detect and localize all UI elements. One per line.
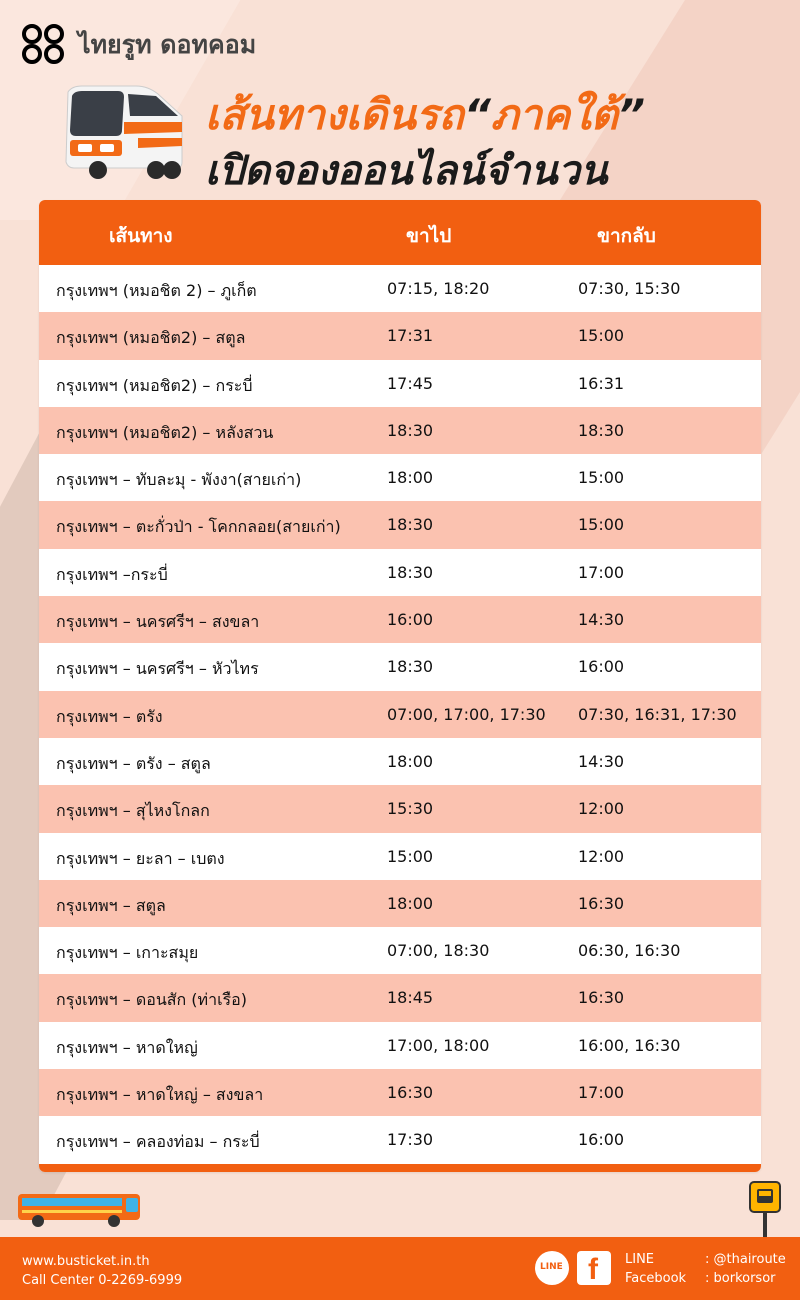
title-open-quote: “ (463, 90, 491, 139)
title-close-quote: ” (618, 90, 646, 139)
cell-outbound: 15:30 (387, 799, 434, 819)
brand-logo[interactable] (22, 24, 256, 66)
cell-route: กรุงเทพฯ (หมอชิต 2) – ภูเก็ต (56, 281, 257, 300)
table-row (39, 596, 761, 643)
table-body (39, 265, 761, 1164)
table-row (39, 643, 761, 690)
website-link[interactable]: www.busticket.in.th (22, 1254, 150, 1269)
cell-route: กรุงเทพฯ – เกาะสมุย (56, 943, 199, 963)
table-row (39, 454, 761, 501)
cell-route: กรุงเทพฯ (หมอชิต2) – กระบี่ (56, 375, 253, 395)
cell-return: 16:30 (578, 988, 625, 1008)
page-subtitle: เปิดจองออนไลน์จำนวน (205, 148, 608, 194)
schedule-table (39, 200, 761, 1172)
footer-contact (22, 1252, 182, 1290)
facebook-contact[interactable] (625, 1269, 786, 1288)
cell-return: 15:00 (578, 515, 625, 535)
cell-return: 06:30, 16:30 (578, 941, 681, 961)
cell-outbound: 18:45 (387, 988, 434, 1008)
header-route: เส้นทาง (109, 225, 173, 247)
table-row (39, 927, 761, 974)
cell-return: 16:00, 16:30 (578, 1035, 681, 1055)
cell-outbound: 17:30 (387, 1130, 434, 1150)
header-return: ขากลับ (597, 225, 656, 247)
cell-outbound: 18:00 (387, 468, 434, 488)
orange-bus-side-icon (16, 1190, 142, 1228)
cell-outbound: 16:30 (387, 1083, 434, 1103)
table-header (39, 200, 761, 265)
cell-outbound: 15:00 (387, 846, 434, 866)
cell-route: กรุงเทพฯ – สตูล (56, 895, 166, 915)
header-outbound: ขาไป (406, 225, 452, 247)
table-row (39, 1069, 761, 1116)
cell-outbound: 07:00, 18:30 (387, 941, 490, 961)
table-row (39, 833, 761, 880)
table-row (39, 785, 761, 832)
cell-outbound: 18:00 (387, 751, 434, 771)
cell-route: กรุงเทพฯ – นครศรีฯ – หัวไทร (56, 659, 259, 679)
call-center: Call Center 0-2269-6999 (22, 1273, 183, 1288)
table-row (39, 1022, 761, 1069)
cell-route: กรุงเทพฯ – ตรัง – สตูล (56, 753, 211, 773)
footer-bar (0, 1237, 800, 1300)
brand-name: ไทยรูท ดอทคอม (78, 30, 257, 59)
cell-route: กรุงเทพฯ (หมอชิต2) – สตูล (56, 328, 246, 348)
four-rings-logo-icon (22, 24, 68, 66)
line-label: LINE (625, 1252, 655, 1267)
cell-route: กรุงเทพฯ (หมอชิต2) – หลังสวน (56, 422, 274, 442)
cell-return: 17:00 (578, 1083, 625, 1103)
cell-outbound: 07:00, 17:00, 17:30 (387, 704, 546, 724)
cell-return: 16:31 (578, 373, 625, 393)
line-app-icon[interactable] (535, 1251, 569, 1285)
title-main: เส้นทางเดินรถ (205, 90, 464, 139)
cell-outbound: 18:00 (387, 893, 434, 913)
cell-return: 18:30 (578, 420, 625, 440)
table-row (39, 880, 761, 927)
cell-return: 12:00 (578, 799, 625, 819)
line-icon-text: LINE (540, 1262, 563, 1272)
table-row (39, 1116, 761, 1163)
facebook-value: : borkorsor (705, 1271, 776, 1286)
cell-route: กรุงเทพฯ –กระบี่ (56, 564, 168, 584)
table-row (39, 407, 761, 454)
cell-route: กรุงเทพฯ – ทับละมุ - พังงา(สายเก่า) (56, 470, 302, 490)
cell-outbound: 16:00 (387, 610, 434, 630)
social-icons (535, 1251, 611, 1285)
line-contact[interactable] (625, 1250, 786, 1269)
cell-return: 17:00 (578, 562, 625, 582)
cell-return: 16:30 (578, 893, 625, 913)
cell-return: 14:30 (578, 751, 625, 771)
cell-return: 15:00 (578, 326, 625, 346)
cell-return: 15:00 (578, 468, 625, 488)
cell-route: กรุงเทพฯ – ยะลา – เบตง (56, 848, 225, 868)
cell-route: กรุงเทพฯ – สุไหงโกลก (56, 801, 210, 821)
table-footer-bar (39, 1164, 761, 1172)
facebook-label: Facebook (625, 1271, 687, 1286)
cell-route: กรุงเทพฯ – ตรัง (56, 706, 163, 726)
cell-outbound: 18:30 (387, 420, 434, 440)
cell-return: 14:30 (578, 610, 625, 630)
cell-route: กรุงเทพฯ – คลองท่อม – กระบี่ (56, 1132, 260, 1152)
cell-route: กรุงเทพฯ – ตะกั่วป่า - โคกกลอย(สายเก่า) (56, 517, 341, 537)
footer-social (625, 1250, 786, 1288)
line-value: : @thairoute (705, 1252, 786, 1267)
cell-return: 07:30, 16:31, 17:30 (578, 704, 737, 724)
table-row (39, 501, 761, 548)
cell-route: กรุงเทพฯ – หาดใหญ่ – สงขลา (56, 1085, 264, 1105)
table-row (39, 738, 761, 785)
table-row (39, 549, 761, 596)
cell-outbound: 17:31 (387, 326, 434, 346)
table-row (39, 974, 761, 1021)
table-row (39, 691, 761, 738)
cell-route: กรุงเทพฯ – ดอนสัก (ท่าเรือ) (56, 990, 247, 1010)
cell-outbound: 18:30 (387, 515, 434, 535)
table-row (39, 265, 761, 312)
table-row (39, 360, 761, 407)
cell-outbound: 18:30 (387, 657, 434, 677)
facebook-icon[interactable]: f (577, 1251, 611, 1285)
title-region: ภาคใต้ (490, 90, 619, 139)
cell-outbound: 18:30 (387, 562, 434, 582)
cell-outbound: 17:00, 18:00 (387, 1035, 490, 1055)
cell-return: 16:00 (578, 657, 625, 677)
cell-outbound: 07:15, 18:20 (387, 279, 490, 298)
cell-outbound: 17:45 (387, 373, 434, 393)
cell-return: 12:00 (578, 846, 625, 866)
cell-route: กรุงเทพฯ – หาดใหญ่ (56, 1037, 198, 1057)
cell-return: 16:00 (578, 1130, 625, 1150)
table-row (39, 312, 761, 359)
orange-white-bus-icon (58, 82, 188, 182)
cell-return: 07:30, 15:30 (578, 279, 681, 298)
cell-route: กรุงเทพฯ – นครศรีฯ – สงขลา (56, 612, 260, 632)
bus-stop-sign-icon (748, 1180, 782, 1240)
